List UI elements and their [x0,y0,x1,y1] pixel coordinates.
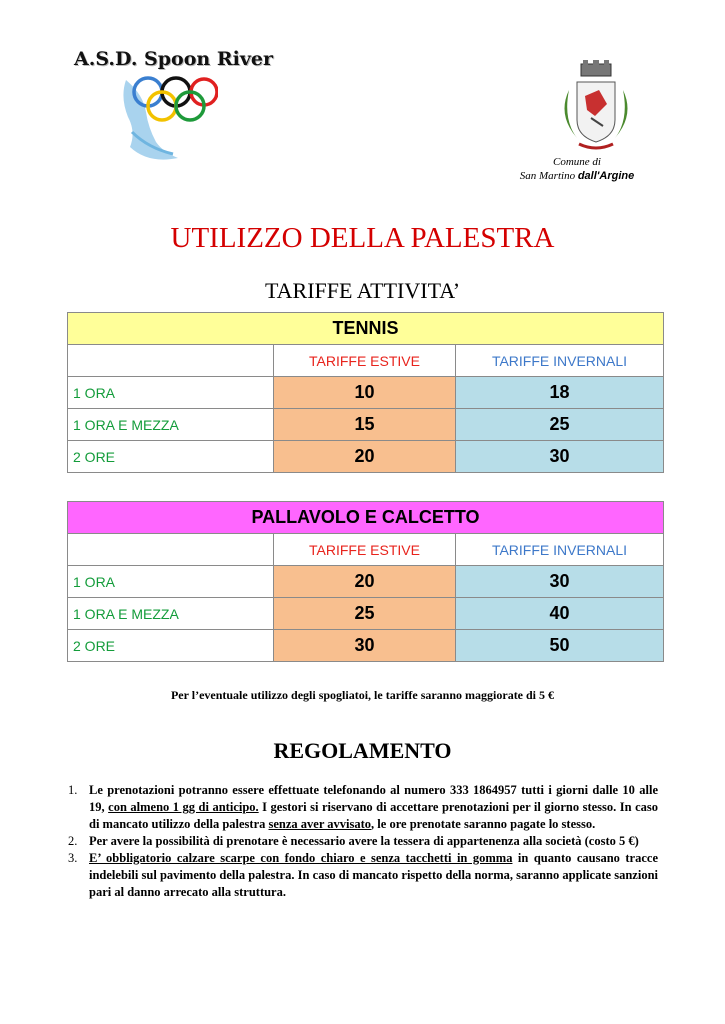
rule-text: Per avere la possibilità di prenotare è necessario avere la tessera di appartenenza alla società (costo 5 €) [89,834,639,848]
rule-text: Le prenotazioni potranno essere effettuate telefonando al numero 333 1864957 tutti i giorni dalle 10 alle 19, [89,783,658,814]
pallavolo-calcetto-table [67,501,664,662]
invernali-value: 25 [456,409,664,441]
empty-cell [68,534,274,566]
estive-value: 20 [274,441,456,473]
regolamento-title: REGOLAMENTO [273,738,452,763]
invernali-value: 40 [456,598,664,630]
col-estive: TARIFFE ESTIVE [274,345,456,377]
estive-value: 10 [274,377,456,409]
estive-value: 25 [274,598,456,630]
col-invernali: TARIFFE INVERNALI [456,534,664,566]
comune-name-suffix: dall'Argine [577,170,635,182]
table-row [68,566,664,598]
empty-cell [68,345,274,377]
comune-line2 [497,169,657,183]
table-row [68,598,664,630]
comune-label [497,155,657,183]
rule-text-underlined: senza aver avvisato [268,817,372,831]
item-number: 1. [68,783,78,797]
rule-text-underlined: E’ obbligatorio calzare scarpe con fondo chiaro e senza tacchetti in gomma [89,851,513,865]
comune-line1: Comune di [553,156,601,168]
table-row [68,630,664,662]
rule-text: I gestori si riservano di accettare prenotazioni per il giorno stesso. In caso di mancato utilizzo della palestra [89,800,659,831]
row-label: 1 ORA [68,566,274,598]
comune-name: San Martino [519,170,576,182]
row-label: 1 ORA [68,377,274,409]
page-subtitle: TARIFFE ATTIVITA’ [264,278,461,303]
invernali-value: 50 [456,630,664,662]
estive-value: 30 [274,630,456,662]
invernali-value: 30 [456,566,664,598]
spogliatoi-note: Per l’eventuale utilizzo degli spogliatoi, le tariffe saranno maggiorate di 5 € [170,688,555,702]
item-number: 3. [68,851,78,865]
tennis-table-header: TENNIS [68,313,664,345]
rule-text: , le ore prenotate saranno pagate lo stesso. [371,817,596,831]
club-name: A.S.D. Spoon River [74,48,273,70]
table-row [68,409,664,441]
table-row [68,377,664,409]
list-item [64,782,658,833]
invernali-value: 30 [456,441,664,473]
row-label: 1 ORA E MEZZA [68,598,274,630]
col-estive: TARIFFE ESTIVE [274,534,456,566]
coat-of-arms-icon [555,60,637,152]
rule-text-underlined: con almeno 1 gg di anticipo. [108,800,259,814]
row-label: 1 ORA E MEZZA [68,409,274,441]
pallavolo-table-header: PALLAVOLO E CALCETTO [68,502,664,534]
list-item [64,833,658,850]
tennis-table [67,312,664,473]
page-title: UTILIZZO DELLA PALESTRA [170,222,555,254]
col-invernali: TARIFFE INVERNALI [456,345,664,377]
invernali-value: 18 [456,377,664,409]
estive-value: 15 [274,409,456,441]
rule-text: in quanto causano tracce indelebili sul pavimento della palestra. In caso di mancato rispetto della norma, saranno applicate sanzioni pari al danno arrecato alla struttura. [89,851,658,899]
row-label: 2 ORE [68,441,274,473]
club-logo [118,72,218,164]
list-item [64,850,658,901]
item-number: 2. [68,834,78,848]
regolamento-list [64,782,658,901]
estive-value: 20 [274,566,456,598]
table-row [68,441,664,473]
row-label: 2 ORE [68,630,274,662]
